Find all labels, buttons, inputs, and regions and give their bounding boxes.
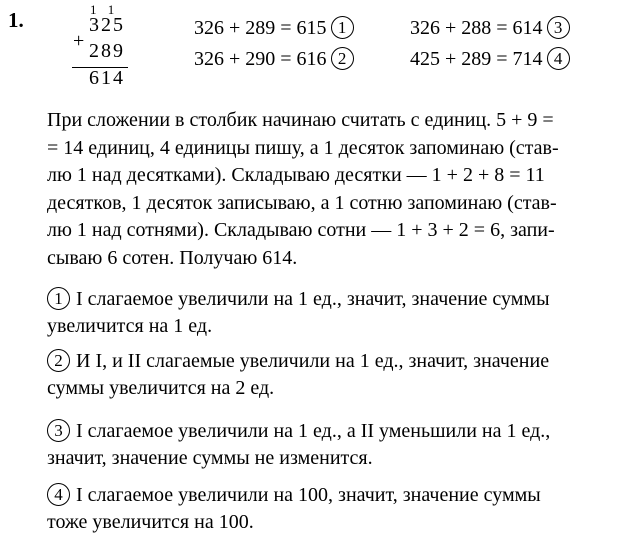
- sum-result: 614: [89, 67, 125, 89]
- item-text: I слагаемое увеличили на 1 ед., значит, значение суммы: [76, 288, 550, 310]
- circled-number: 2: [331, 47, 354, 70]
- answer-item-2: [47, 348, 625, 402]
- equation-text: 326 + 290 = 616: [194, 48, 327, 70]
- equation-3: [410, 16, 570, 40]
- explanation-line: десятков, 1 десяток записываю, а 1 сотню запоминаю (став-: [47, 191, 557, 214]
- answer-item-1: [47, 286, 625, 340]
- task-number: 1.: [8, 8, 24, 32]
- addend-2: 289: [89, 40, 125, 62]
- equation-text: 326 + 288 = 614: [410, 17, 543, 39]
- addend-1: 325: [89, 14, 125, 36]
- equation-text: 425 + 289 = 714: [410, 48, 543, 70]
- item-text: тоже увеличится на 100.: [47, 511, 254, 533]
- explanation-line: При сложении в столбик начинаю считать с единиц. 5 + 9 =: [47, 109, 554, 131]
- explanation-paragraph: [47, 107, 625, 272]
- circled-number: 3: [47, 419, 70, 442]
- explanation-line: сываю 6 сотен. Получаю 614.: [47, 246, 298, 269]
- explanation-line: = 14 единиц, 4 единицы пишу, а 1 десяток запоминаю (став-: [47, 136, 559, 159]
- item-text: значит, значение суммы не изменится.: [47, 447, 373, 469]
- circled-number: 1: [331, 16, 354, 39]
- equation-text: 326 + 289 = 615: [194, 17, 327, 39]
- circled-number: 4: [547, 47, 570, 70]
- item-text: I слагаемое увеличили на 1 ед., а II уменьшили на 1 ед.,: [76, 420, 551, 442]
- explanation-line: лю 1 над сотнями). Складываю сотни — 1 + 3 + 2 = 6, запи-: [47, 219, 555, 241]
- item-text: суммы увеличится на 2 ед.: [47, 377, 275, 399]
- item-text: увеличится на 1 ед.: [47, 315, 213, 337]
- circled-number: 3: [547, 16, 570, 39]
- plus-sign: +: [73, 30, 87, 52]
- equation-1: [194, 16, 354, 40]
- carry-digits: 1 1: [90, 2, 119, 17]
- answer-item-4: [47, 482, 625, 536]
- item-text: И I, и II слагаемые увеличили на 1 ед., значит, значение: [76, 350, 550, 372]
- circled-number: 4: [47, 483, 70, 506]
- circled-number: 1: [47, 287, 70, 310]
- equation-2: [194, 47, 354, 71]
- answer-item-3: [47, 418, 625, 472]
- circled-number: 2: [47, 349, 70, 372]
- item-text: I слагаемое увеличили на 100, значит, значение суммы: [76, 484, 541, 506]
- equation-4: [410, 47, 570, 71]
- explanation-line: лю 1 над десятками). Складываю десятки — 1 + 2 + 8 = 11: [47, 164, 545, 186]
